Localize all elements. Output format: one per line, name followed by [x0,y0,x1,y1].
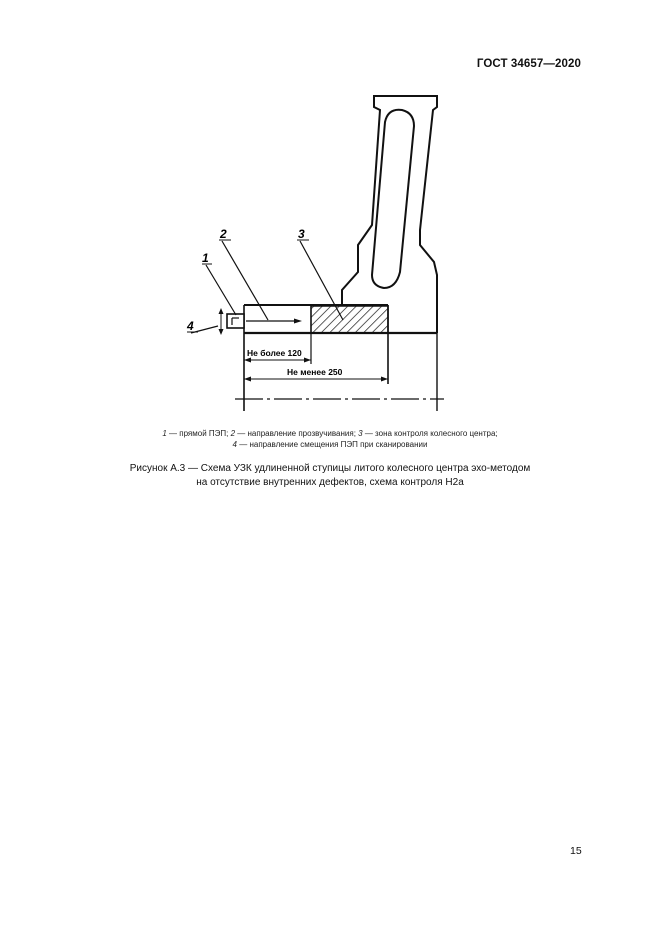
figure-legend [90,428,570,450]
wheel-web-outline [342,96,437,333]
callout-4: 4 [187,319,194,333]
figure-caption [60,462,600,490]
caption-line-2: на отсутствие внутренних дефектов, схема контроля Н2а [196,477,464,488]
dimension-min-250: Не менее 250 [287,367,343,377]
leader-2 [222,241,268,320]
legend-line-1: 1 — прямой ПЭП; 2 — направление прозвучивания; 3 — зона контроля колесного центра; [162,429,498,438]
page-number: 15 [570,845,582,857]
leader-1 [206,265,236,315]
callout-2: 2 [220,227,227,241]
standard-header: ГОСТ 34657—2020 [476,58,581,70]
dimension-max-120: Не более 120 [247,348,302,358]
transducer [227,314,244,328]
caption-line-1: Рисунок А.3 — Схема УЗК удлиненной ступицы литого колесного центра эхо-методом [129,463,531,474]
callout-1: 1 [202,251,209,265]
callout-3: 3 [298,227,305,241]
legend-line-2: 4 — направление смещения ПЭП при сканировании [232,440,428,449]
control-zone [311,306,388,333]
